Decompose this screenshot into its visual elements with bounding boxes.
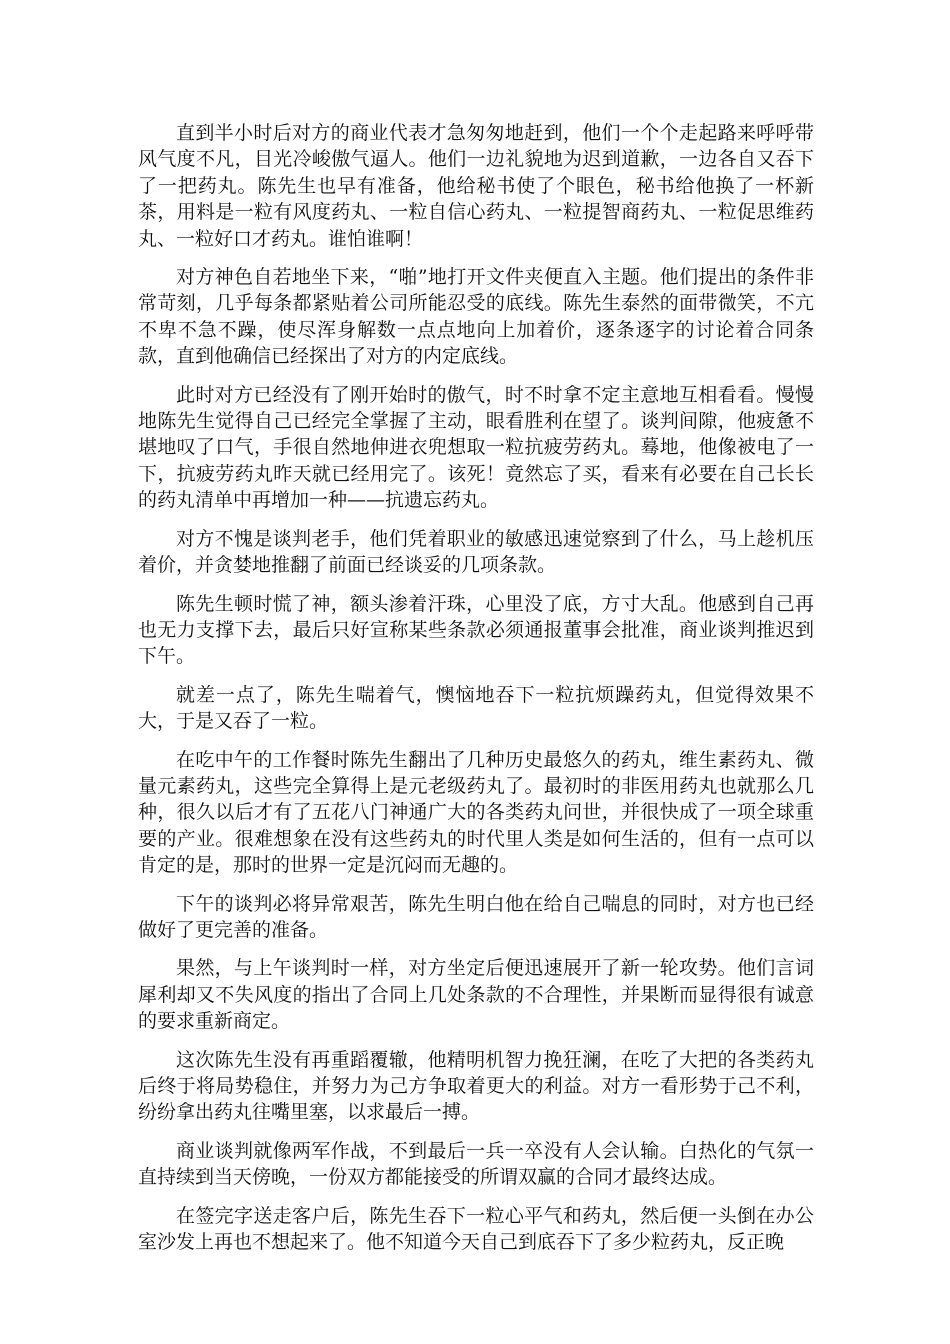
paragraph: 商业谈判就像两军作战，不到最后一兵一卒没有人会认输。白热化的气氛一直持续到当天傍晚，一份双方都能接受的所谓双赢的合同才最终达成。 [138, 1139, 814, 1189]
paragraph: 对方神色自若地坐下来，“啪”地打开文件夹便直入主题。他们提出的条件非常苛刻，几乎每条都紧贴着公司所能忍受的底线。陈先生泰然的面带微笑，不亢不卑不急不躁，使尽浑身解数一点点地向上加着价，逐条逐字的讨论着合同条款，直到他确信已经探出了对方的内定底线。 [138, 266, 814, 368]
paragraph: 对方不愧是谈判老手，他们凭着职业的敏感迅速觉察到了什么，马上趁机压着价，并贪婪地推翻了前面已经谈妥的几项条款。 [138, 527, 814, 577]
paragraph: 在吃中午的工作餐时陈先生翻出了几种历史最悠久的药丸，维生素药丸、微量元素药丸，这些完全算得上是元老级药丸了。最初时的非医用药丸也就那么几种，很久以后才有了五花八门神通广大的各类药丸问世，并很快成了一项全球重要的产业。很难想象在没有这些药丸的时代里人类是如何生活的，但有一点可以肯定的是，那时的世界一定是沉闷而无趣的。 [138, 748, 814, 877]
document-page [138, 120, 814, 1267]
paragraph: 下午的谈判必将异常艰苦，陈先生明白他在给自己喘息的同时，对方也已经做好了更完善的准备。 [138, 892, 814, 941]
paragraph: 这次陈先生没有再重蹈覆辙，他精明机智力挽狂澜，在吃了大把的各类药丸后终于将局势稳住，并努力为己方争取着更大的利益。对方一看形势于己不利，纷纷拿出药丸往嘴里塞，以求最后一搏。 [138, 1048, 814, 1124]
paragraph: 在签完字送走客户后，陈先生吞下一粒心平气和药丸，然后便一头倒在办公室沙发上再也不想起来了。他不知道今天自己到底吞下了多少粒药丸，反正晚 [138, 1204, 814, 1254]
paragraph: 就差一点了，陈先生喘着气，懊恼地吞下一粒抗烦躁药丸，但觉得效果不大，于是又吞了一粒。 [138, 683, 814, 733]
paragraph: 此时对方已经没有了刚开始时的傲气，时不时拿不定主意地互相看看。慢慢地陈先生觉得自己已经完全掌握了主动，眼看胜利在望了。谈判间隙，他疲惫不堪地叹了口气，手很自然地伸进衣兜想取一粒抗疲劳药丸。蓦地，他像被电了一下，抗疲劳药丸昨天就已经用完了。该死！竟然忘了买，看来有必要在自己长长的药丸清单中再增加一种——抗遗忘药丸。 [138, 383, 814, 512]
paragraph: 陈先生顿时慌了神，额头渗着汗珠，心里没了底，方寸大乱。他感到自己再也无力支撑下去，最后只好宣称某些条款必须通报董事会批准，商业谈判推迟到下午。 [138, 592, 814, 668]
paragraph: 直到半小时后对方的商业代表才急匆匆地赶到，他们一个个走起路来呼呼带风气度不凡，目光冷峻傲气逼人。他们一边礼貌地为迟到道歉，一边各自又吞下了一把药丸。陈先生也早有准备，他给秘书使了个眼色，秘书给他换了一杯新茶，用料是一粒有风度药丸、一粒自信心药丸、一粒提智商药丸、一粒促思维药丸、一粒好口才药丸。谁怕谁啊！ [138, 122, 814, 250]
paragraph: 果然，与上午谈判时一样，对方坐定后便迅速展开了新一轮攻势。他们言词犀利却又不失风度的指出了合同上几处条款的不合理性，并果断而显得很有诚意的要求重新商定。 [138, 957, 814, 1033]
